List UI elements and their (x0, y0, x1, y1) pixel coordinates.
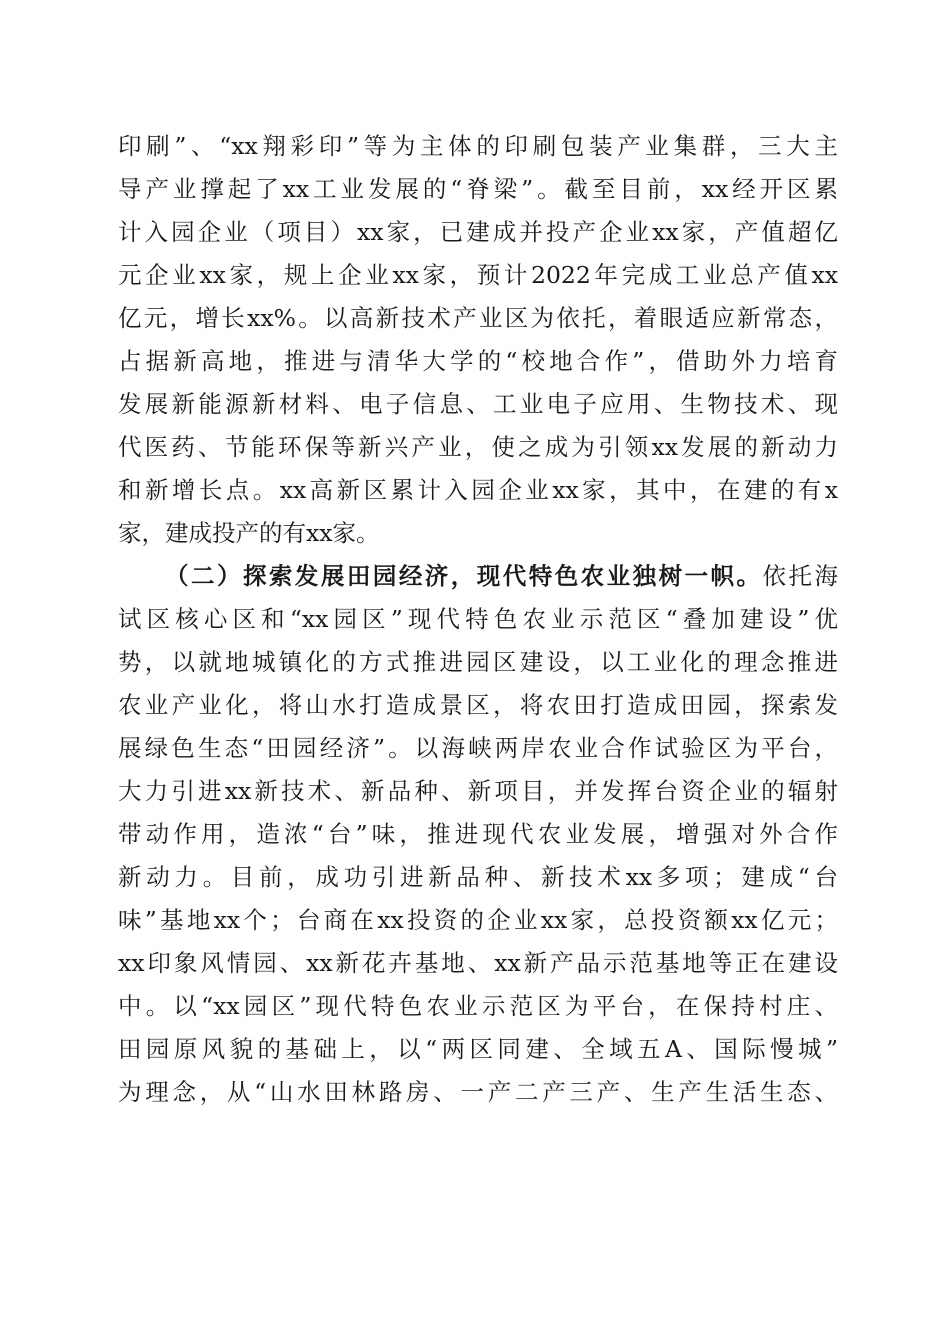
paragraph-line: 家，建成投产的有xx家。 (118, 519, 380, 547)
paragraph-line: 印刷”、“xx翔彩印”等为主体的印刷包装产业集群，三大主 (118, 132, 838, 160)
paragraph-line: 为理念，从“山水田林路房、一产二产三产、生产生活生态、 (118, 1078, 838, 1106)
paragraph-line: 味”基地xx个；台商在xx投资的企业xx家，总投资额xx亿元； (118, 906, 838, 934)
paragraph-line: 展绿色生态“田园经济”。以海峡两岸农业合作试验区为平台， (118, 734, 838, 762)
paragraph-line: 田园原风貌的基础上，以“两区同建、全域五A、国际慢城” (118, 1035, 838, 1063)
paragraph-line: 农业产业化，将山水打造成景区，将农田打造成田园，探索发 (118, 691, 838, 719)
paragraph-line: 代医药、节能环保等新兴产业，使之成为引领xx发展的新动力 (118, 433, 838, 461)
paragraph-line: 大力引进xx新技术、新品种、新项目，并发挥台资企业的辐射 (118, 777, 838, 805)
paragraph-line: xx印象风情园、xx新花卉基地、xx新产品示范基地等正在建设 (118, 949, 838, 977)
paragraph-line-rest: 依托海 (762, 562, 839, 590)
paragraph-line: 试区核心区和“xx园区”现代特色农业示范区“叠加建设”优 (118, 605, 838, 633)
paragraph-line: 新动力。目前，成功引进新品种、新技术xx多项；建成“台 (118, 863, 838, 891)
paragraph-line: 占据新高地，推进与清华大学的“校地合作”，借助外力培育 (118, 347, 838, 375)
paragraph-line: 带动作用，造浓“台”味，推进现代农业发展，增强对外合作 (118, 820, 838, 848)
paragraph-first-line (165, 560, 838, 592)
paragraph-line: 中。以“xx园区”现代特色农业示范区为平台，在保持村庄、 (118, 992, 838, 1020)
paragraph-line: 亿元，增长xx%。以高新技术产业区为依托，着眼适应新常态， (118, 304, 838, 332)
paragraph-line: 发展新能源新材料、电子信息、工业电子应用、生物技术、现 (118, 390, 838, 418)
paragraph-line: 和新增长点。xx高新区累计入园企业xx家，其中，在建的有x (118, 476, 838, 504)
section-heading: （二）探索发展田园经济，现代特色农业独树一帜。 (165, 562, 763, 590)
paragraph-line: 势，以就地城镇化的方式推进园区建设，以工业化的理念推进 (118, 648, 838, 676)
paragraph-line: 元企业xx家，规上企业xx家，预计2022年完成工业总产值xx (118, 261, 838, 289)
paragraph-line: 计入园企业（项目）xx家，已建成并投产企业xx家，产值超亿 (118, 218, 838, 246)
paragraph-line: 导产业撑起了xx工业发展的“脊梁”。截至目前，xx经开区累 (118, 175, 838, 203)
